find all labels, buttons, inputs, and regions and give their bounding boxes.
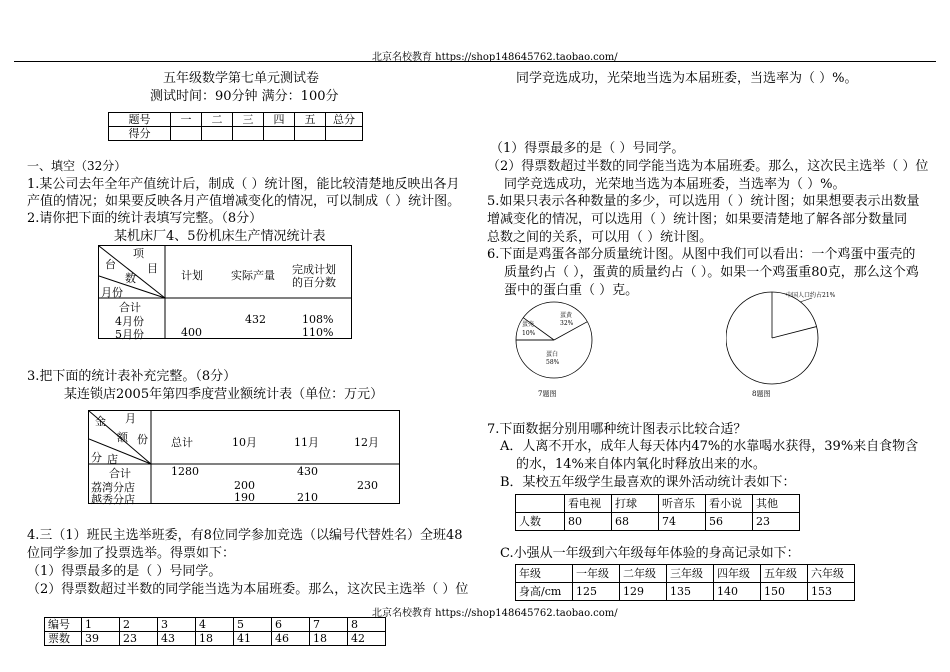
cell: 身高/cm xyxy=(516,583,573,601)
diag-label: 月 xyxy=(125,412,136,425)
pie-label: 蛋壳 xyxy=(522,321,535,328)
cell: 票数 xyxy=(45,632,82,646)
q1-line-2: 产值的情况；如果要反映各月产值增减变化的情况，可以制成（ ）统计图。 xyxy=(27,194,461,209)
q4-continuation: 同学竞选成功，光荣地当选为本届班委，当选率为（ ）%。 xyxy=(516,71,858,86)
table-cell: 200 xyxy=(234,479,255,492)
table-cell: 430 xyxy=(297,465,318,478)
diag-label: 分 xyxy=(91,451,102,464)
page-header: 北京名校教育 https://shop148645762.taobao.com/ xyxy=(372,52,618,63)
row-label: 合计 xyxy=(109,467,131,480)
q7-b: B．某校五年级学生最喜欢的课外活动统计表如下： xyxy=(500,475,796,490)
cell: 56 xyxy=(706,513,753,531)
score-table xyxy=(108,112,363,141)
cell: 五 xyxy=(295,113,326,127)
column-header: 12月 xyxy=(354,436,379,449)
cell: 46 xyxy=(272,632,310,646)
cell: 74 xyxy=(659,513,706,531)
cell: 四年级 xyxy=(714,565,761,583)
cell: 125 xyxy=(573,583,620,601)
diag-label: 台 xyxy=(105,258,116,271)
cell xyxy=(516,495,565,513)
height-table xyxy=(515,564,855,601)
pie8-slices xyxy=(726,292,818,384)
cell: 二 xyxy=(202,113,233,127)
score-cell[interactable] xyxy=(202,127,233,141)
score-cell[interactable] xyxy=(326,127,363,141)
row-label: 越秀分店 xyxy=(91,493,135,506)
page-footer: 北京名校教育 https://shop148645762.taobao.com/ xyxy=(372,608,618,619)
diag-label: 份 xyxy=(137,433,148,446)
cell: 6 xyxy=(272,618,310,632)
table-cell: 210 xyxy=(297,491,318,504)
cell: 看电视 xyxy=(565,495,612,513)
pie-label: 32% xyxy=(560,320,574,327)
pie-label: 10% xyxy=(522,330,536,337)
cell: 三 xyxy=(233,113,264,127)
row-label: 4月份 xyxy=(115,315,144,328)
cell: 23 xyxy=(753,513,800,531)
vote-row-counts xyxy=(45,632,386,646)
pie7-slices xyxy=(516,302,592,378)
cell: 41 xyxy=(234,632,272,646)
pie-caption: 8题图 xyxy=(752,390,771,398)
sales-table xyxy=(88,410,400,504)
q4-line-1: 4.三（1）班民主选举班委，有8位同学参加竞选（以编号代替姓名）全班48 xyxy=(27,528,463,543)
activity-table xyxy=(515,494,800,531)
cell: 23 xyxy=(120,632,158,646)
score-cell[interactable] xyxy=(233,127,264,141)
q2-stem: 2.请你把下面的统计表填写完整。（8分） xyxy=(27,211,263,226)
column-header: 计划 xyxy=(181,269,203,282)
cell: 二年级 xyxy=(620,565,667,583)
cell: 150 xyxy=(761,583,808,601)
egg-pie-chart xyxy=(508,300,628,400)
diag-label: 额 xyxy=(117,431,128,444)
column-header: 实际产量 xyxy=(231,269,275,282)
cell: 3 xyxy=(158,618,196,632)
table-cell: 432 xyxy=(245,313,266,326)
machine-production-table xyxy=(98,245,352,339)
q4-line-3: （1）得票最多的是（ ）号同学。 xyxy=(27,564,222,579)
cell: 1 xyxy=(82,618,120,632)
vote-row-ids xyxy=(45,618,386,632)
cell: 听音乐 xyxy=(659,495,706,513)
cell: 68 xyxy=(612,513,659,531)
cell: 140 xyxy=(714,583,761,601)
cell: 80 xyxy=(565,513,612,531)
cell: 7 xyxy=(310,618,348,632)
cell: 18 xyxy=(196,632,234,646)
population-pie-chart xyxy=(726,288,856,400)
score-row-header xyxy=(109,113,363,127)
section-heading: 一、填空（32分） xyxy=(27,159,127,173)
pie-caption: 7题图 xyxy=(538,390,557,398)
cell: 看小说 xyxy=(706,495,753,513)
pie-label: 蛋黄 xyxy=(560,312,573,319)
diag-label: 金 xyxy=(95,415,106,428)
q6-line-1: 6.下面是鸡蛋各部分质量统计图。从图中我们可以看出：一个鸡蛋中蛋壳的 xyxy=(487,247,916,262)
q5-line-2: 增减变化的情况，可以选用（ ）统计图；如果要清楚地了解各部分数量同 xyxy=(487,212,908,227)
exam-title: 五年级数学第七单元测试卷 xyxy=(163,71,320,86)
vote-table xyxy=(44,617,386,646)
cell: 39 xyxy=(82,632,120,646)
q4-line-4: （2）得票数超过半数的同学能当选为本届班委。那么，这次民主选举（ ）位 xyxy=(27,582,469,597)
row-label: 5月份 xyxy=(115,328,144,341)
column-header: 总计 xyxy=(171,436,193,449)
cell: 5 xyxy=(234,618,272,632)
cell: 42 xyxy=(348,632,386,646)
table-cell: 1280 xyxy=(171,465,199,478)
exam-subtitle: 测试时间：90分钟 满分：100分 xyxy=(150,89,339,104)
table-cell: 190 xyxy=(234,491,255,504)
score-cell[interactable] xyxy=(295,127,326,141)
cell: 一 xyxy=(171,113,202,127)
cell: 得分 xyxy=(109,127,171,141)
diag-label: 数 xyxy=(125,272,136,285)
cell: 一年级 xyxy=(573,565,620,583)
pie-label: 中国人口约占21% xyxy=(786,292,836,299)
diag-label: 月份 xyxy=(101,286,123,299)
cell: 题号 xyxy=(109,113,171,127)
header-rule xyxy=(14,61,936,62)
q1-line-1: 1.某公司去年全年产值统计后，制成（ ）统计图，能比较清楚地反映出各月 xyxy=(27,177,460,192)
diag-label: 项 xyxy=(133,247,144,260)
table-cell: 110% xyxy=(302,326,334,339)
cell: 六年级 xyxy=(808,565,855,583)
diag-label: 店 xyxy=(107,453,118,466)
cell: 4 xyxy=(196,618,234,632)
q6-line-2: 质量约占（ ），蛋黄的质量约占（ ）。如果一个鸡蛋重80克，那么这个鸡 xyxy=(504,265,919,280)
height-value-row xyxy=(516,583,855,601)
cell: 18 xyxy=(310,632,348,646)
column-header: 11月 xyxy=(294,436,319,449)
score-row-values xyxy=(109,127,363,141)
q6-line-3: 蛋中的蛋白重（ ）克。 xyxy=(504,283,639,298)
cell: 四 xyxy=(264,113,295,127)
cell: 五年级 xyxy=(761,565,808,583)
pie-label: 蛋白 xyxy=(546,351,559,358)
height-header-row xyxy=(516,565,855,583)
q4-repeat-1: （1）得票最多的是（ ）号同学。 xyxy=(490,141,685,156)
q7-stem: 7.下面数据分别用哪种统计图表示比较合适？ xyxy=(487,422,747,437)
cell: 2 xyxy=(120,618,158,632)
q4-repeat-2: （2）得票数超过半数的同学能当选为本届班委。那么，这次民主选举（ ）位 xyxy=(487,159,929,174)
table-cell: 230 xyxy=(357,479,378,492)
q5-line-1: 5.如果只表示各种数量的多少，可以选用（ ）统计图；如果想要表示出数量 xyxy=(487,194,920,209)
column-header: 10月 xyxy=(232,436,257,449)
cell: 43 xyxy=(158,632,196,646)
table3-title: 某连锁店2005年第四季度营业额统计表（单位：万元） xyxy=(64,387,384,402)
cell: 129 xyxy=(620,583,667,601)
activity-value-row xyxy=(516,513,800,531)
cell: 三年级 xyxy=(667,565,714,583)
activity-header-row xyxy=(516,495,800,513)
column-header: 的百分数 xyxy=(292,276,336,289)
cell: 人数 xyxy=(516,513,565,531)
cell: 打球 xyxy=(612,495,659,513)
row-label: 合计 xyxy=(119,301,141,314)
cell: 编号 xyxy=(45,618,82,632)
cell: 年级 xyxy=(516,565,573,583)
q7-c: C.小强从一年级到六年级每年体验的身高记录如下： xyxy=(500,546,800,561)
q7-a-line-1: A．人离不开水，成年人每天体内47%的水靠喝水获得，39%来自食物含 xyxy=(500,439,919,454)
table-cell: 108% xyxy=(302,313,334,326)
cell: 153 xyxy=(808,583,855,601)
column-header: 完成计划 xyxy=(292,263,336,276)
table2-title: 某机床厂4、5份机床生产情况统计表 xyxy=(114,229,326,244)
row-label: 荔湾分店 xyxy=(91,481,135,494)
cell: 总分 xyxy=(326,113,363,127)
q4-line-2: 位同学参加了投票选举。得票如下： xyxy=(27,546,236,561)
cell: 135 xyxy=(667,583,714,601)
q7-a-line-2: 的水，14%来自体内氧化时释放出来的水。 xyxy=(516,457,766,472)
score-cell[interactable] xyxy=(171,127,202,141)
q3-stem: 3.把下面的统计表补充完整。（8分） xyxy=(27,369,237,384)
cell: 8 xyxy=(348,618,386,632)
q5-line-3: 总数之间的关系，可以用（ ）统计图。 xyxy=(487,230,713,245)
q4-repeat-3: 同学竞选成功，光荣地当选为本届班委，当选率为（ ）%。 xyxy=(504,177,846,192)
diag-label: 目 xyxy=(147,262,158,275)
pie-label: 58% xyxy=(546,359,560,366)
score-cell[interactable] xyxy=(264,127,295,141)
table-cell: 400 xyxy=(181,326,202,339)
cell: 其他 xyxy=(753,495,800,513)
